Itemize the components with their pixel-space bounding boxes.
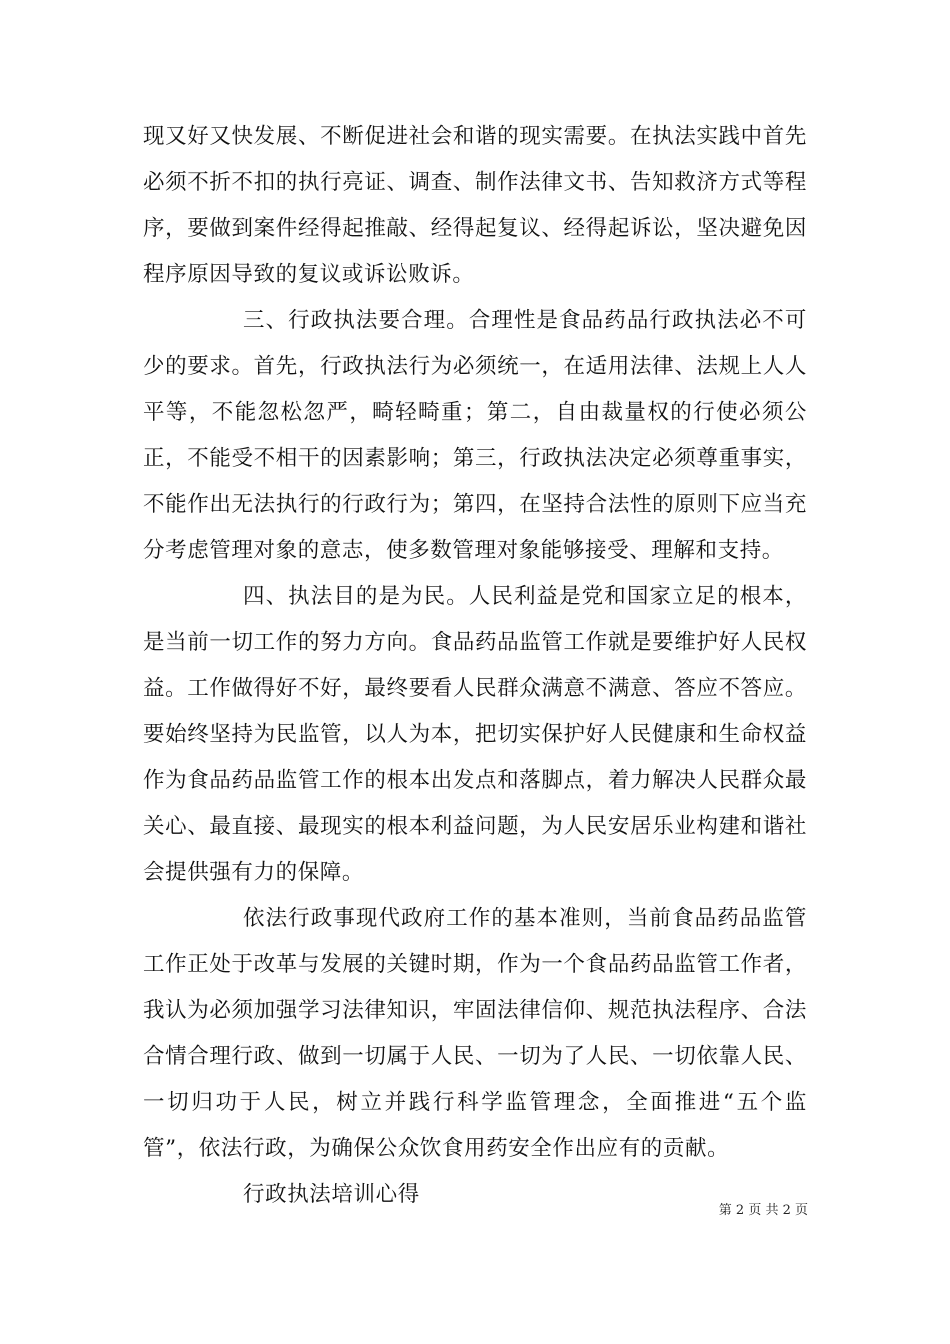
paragraph-conclusion: 依法行政事现代政府工作的基本准则，当前食品药品监管工作正处于改革与发展的关键时期，作为一个食品药品监管工作者，我认为必须加强学习法律知识，牢固法律信仰、规范执法程序、合法合情合理行政、做到一切属于人民、一切为了人民、一切依靠人民、一切归功于人民，树立并践行科学监管理念，全面推进“五个监管”，依法行政，为确保公众饮食用药安全作出应有的贡献。 [143,906,807,1161]
closing-title: 行政执法培训心得 [243,1182,420,1207]
document-body [143,114,807,1218]
page-number-footer: 第 2 页 共 2 页 [718,1203,808,1218]
paragraph-procedure-continuation: 现又好又快发展、不断促进社会和谐的现实需要。在执法实践中首先必须不折不扣的执行亮证、调查、制作法律文书、告知救济方式等程序，要做到案件经得起推敲、经得起复议、经得起诉讼，坚决避免因程序原因导致的复议或诉讼败诉。 [143,124,807,287]
paragraph-enforcement-for-people: 四、执法目的是为民。人民利益是党和国家立足的根本，是当前一切工作的努力方向。食品药品监管工作就是要维护好人民权益。工作做得好不好，最终要看人民群众满意不满意、答应不答应。要始终坚持为民监管，以人为本，把切实保护好人民健康和生命权益作为食品药品监管工作的根本出发点和落脚点，着力解决人民群众最关心、最直接、最现实的根本利益问题，为人民安居乐业构建和谐社会提供强有力的保障。 [143,584,807,885]
paragraph-reasonable-enforcement: 三、行政执法要合理。合理性是食品药品行政执法必不可少的要求。首先，行政执法行为必须统一，在适用法律、法规上人人平等，不能忽松忽严，畸轻畸重；第二，自由裁量权的行使必须公正，不能受不相干的因素影响；第三，行政执法决定必须尊重事实，不能作出无法执行的行政行为；第四，在坚持合法性的原则下应当充分考虑管理对象的意志，使多数管理对象能够接受、理解和支持。 [143,308,807,563]
